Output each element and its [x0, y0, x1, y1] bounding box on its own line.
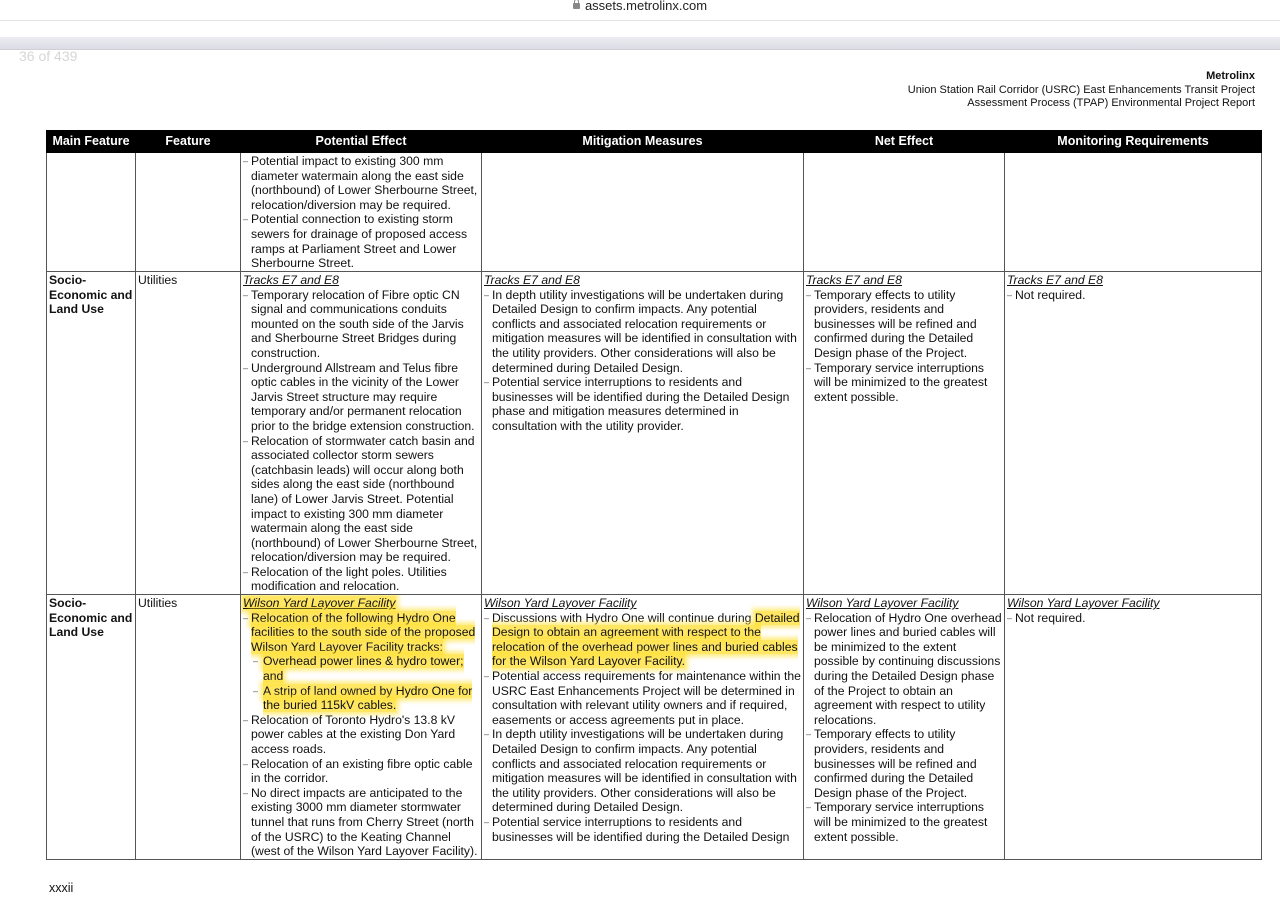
mitigation-cell — [482, 272, 804, 595]
mitigation-cell — [482, 595, 804, 860]
table-row — [47, 153, 1262, 272]
list-item: – Potential service interruptions to residents and businesses will be identified during the Detailed Design — [484, 815, 801, 844]
highlighted-text: Overhead power lines & hydro tower; and — [263, 654, 464, 684]
table-header-row — [47, 131, 1262, 153]
plain-text: Discussions with Hydro One will continue during — [492, 610, 755, 625]
section-heading: Wilson Yard Layover Facility — [806, 596, 959, 611]
list-item: – Potential impact to existing 300 mm diameter watermain along the east side (northbound) of Lower Sherbourne Street, relocation/diversion may be required. — [243, 154, 479, 212]
list-item: – Temporary service interruptions will be minimized to the greatest extent possible. — [806, 361, 1002, 405]
list-item: – Relocation of Toronto Hydro's 13.8 kV power cables at the existing Don Yard access roads. — [243, 713, 479, 757]
document-header — [908, 70, 1255, 111]
highlighted-text: Detailed Design to obtain an agreement with respect to the relocation of the overhead power lines and buried cables for the Wilson Yard Layover Facility. — [492, 610, 800, 669]
section-heading: Tracks E7 and E8 — [243, 273, 339, 287]
list-item: – Temporary service interruptions will be minimized to the greatest extent possible. — [806, 800, 1002, 844]
main-feature-cell: Socio-Economic and Land Use — [47, 595, 136, 860]
col-header: Main Feature — [47, 131, 136, 153]
section-heading: Tracks E7 and E8 — [806, 273, 902, 287]
list-item: – Relocation of the light poles. Utilities modification and relocation. — [243, 565, 479, 594]
list-item: – Temporary effects to utility providers, residents and businesses will be refined and confirmed during the Detailed Design phase of the Project. — [806, 288, 1002, 361]
sub-list-item — [243, 684, 479, 713]
browser-address-bar[interactable] — [0, 0, 1280, 21]
list-item: – In depth utility investigations will be undertaken during Detailed Design to confirm impacts. Any potential conflicts and associated relocation requirements or mitigation measures will be identified in consultation with the utility providers. Other considerations will also be determined during Detailed Design. — [484, 727, 801, 815]
section-heading: Tracks E7 and E8 — [1007, 273, 1103, 287]
viewer-toolbar — [0, 37, 1280, 50]
effect-cell — [241, 153, 482, 272]
list-item: – Temporary relocation of Fibre optic CN signal and communications conduits mounted on the south side of the Jarvis and Sherbourne Street Bridges during construction. — [243, 288, 479, 361]
list-item: – Not required. — [1007, 611, 1259, 626]
monitoring-cell — [1005, 153, 1262, 272]
url-text: assets.metrolinx.com — [584, 0, 708, 13]
section-heading: Tracks E7 and E8 — [484, 273, 580, 287]
effects-table — [46, 130, 1262, 860]
list-item: – No direct impacts are anticipated to the existing 3000 mm diameter stormwater tunnel that runs from Cherry Street (north of the USRC) to the Keating Channel (west of the Wilson Yard Layover Facility). — [243, 786, 479, 859]
header-line-2: Assessment Process (TPAP) Environmental Project Report — [967, 97, 1255, 109]
feature-cell — [136, 153, 241, 272]
effect-cell — [241, 272, 482, 595]
list-item: – Relocation of Hydro One overhead power lines and buried cables will be minimized to the extent possible by continuing discussions during the Detailed Design phase of the Project to obtain an agreement with respect to utility relocations. — [806, 611, 1002, 728]
section-heading: Wilson Yard Layover Facility — [484, 596, 637, 611]
table-row — [47, 595, 1262, 860]
list-item: – Relocation of an existing fibre optic cable in the corridor. — [243, 757, 479, 786]
list-item: – Potential connection to existing storm sewers for drainage of proposed access ramps at Parliament Street and Lower Sherbourne Street. — [243, 212, 479, 270]
list-item: – Not required. — [1007, 288, 1259, 303]
col-header: Feature — [136, 131, 241, 153]
highlighted-text: Relocation of the following Hydro One facilities to the south side of the proposed Wilson Yard Layover Facility tracks: — [251, 610, 476, 654]
net-effect-cell — [804, 153, 1005, 272]
list-item — [243, 611, 479, 655]
net-effect-cell — [804, 595, 1005, 860]
org-name: Metrolinx — [1206, 70, 1255, 82]
section-heading: Wilson Yard Layover Facility — [243, 596, 396, 611]
col-header: Mitigation Measures — [482, 131, 804, 153]
main-feature-cell: Socio-Economic and Land Use — [47, 272, 136, 595]
list-item: – Underground Allstream and Telus fibre optic cables in the vicinity of the Lower Jarvis Street structure may require temporary and/or permanent relocation prior to the bridge extension construction. — [243, 361, 479, 434]
list-item — [484, 611, 801, 669]
list-item: – Potential access requirements for maintenance within the USRC East Enhancements Project will be determined in consultation with relevant utility owners and if required, easements or access agreements put in place. — [484, 669, 801, 727]
net-effect-cell — [804, 272, 1005, 595]
main-feature-cell — [47, 153, 136, 272]
table-row — [47, 272, 1262, 595]
list-item: – Relocation of stormwater catch basin and associated collector storm sewers (catchbasin leads) will occur along both sides along the east side (northbound lane) of Lower Jarvis Street. Potential impact to existing 300 mm diameter watermain along the east side (northbound) of Lower Sherbourne Street, relocation/diversion may be required. — [243, 434, 479, 565]
mitigation-cell — [482, 153, 804, 272]
highlighted-text: A strip of land owned by Hydro One for the buried 115kV cables. — [263, 683, 473, 713]
feature-cell: Utilities — [136, 272, 241, 595]
page-counter: 36 of 439 — [19, 48, 78, 64]
sub-list-item — [243, 654, 479, 683]
feature-cell: Utilities — [136, 595, 241, 860]
col-header: Potential Effect — [241, 131, 482, 153]
page-number: xxxii — [49, 881, 74, 895]
list-item: – Temporary effects to utility providers, residents and businesses will be refined and confirmed during the Detailed Design phase of the Project. — [806, 727, 1002, 800]
col-header: Net Effect — [804, 131, 1005, 153]
lock-icon — [573, 3, 580, 9]
list-item: – Potential service interruptions to residents and businesses will be identified during the Detailed Design phase and mitigation measures determined in consultation with the utility provider. — [484, 375, 801, 433]
effect-cell — [241, 595, 482, 860]
monitoring-cell — [1005, 272, 1262, 595]
monitoring-cell — [1005, 595, 1262, 860]
col-header: Monitoring Requirements — [1005, 131, 1262, 153]
list-item: – In depth utility investigations will be undertaken during Detailed Design to confirm impacts. Any potential conflicts and associated relocation requirements or mitigation measures will be identified in consultation with the utility providers. Other considerations will also be determined during Detailed Design. — [484, 288, 801, 376]
header-line-1: Union Station Rail Corridor (USRC) East Enhancements Transit Project — [907, 83, 1255, 96]
section-heading: Wilson Yard Layover Facility — [1007, 596, 1160, 611]
